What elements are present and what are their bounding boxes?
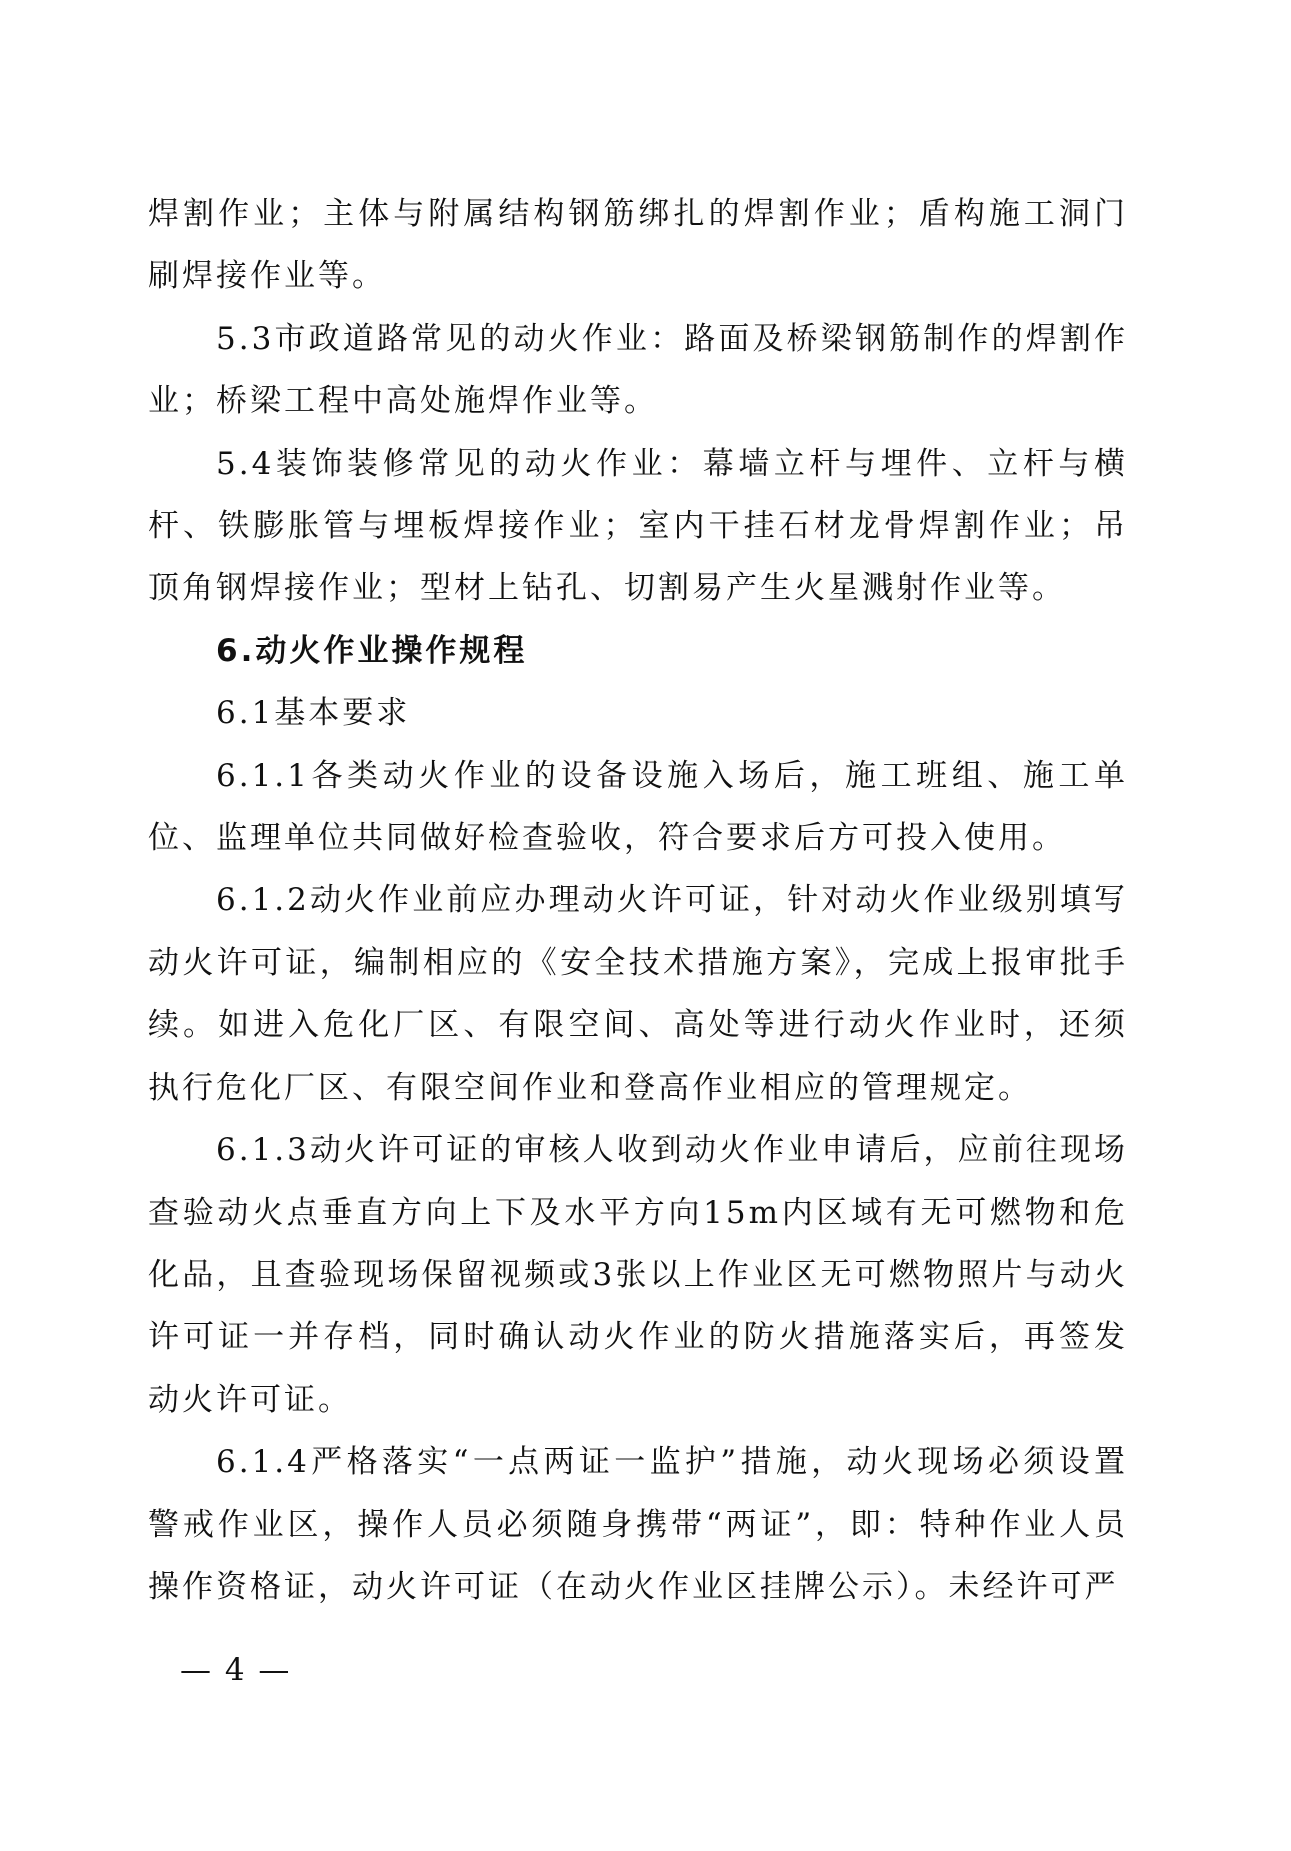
- paragraph-continuation: 焊割作业；主体与附属结构钢筋绑扎的焊割作业；盾构施工洞门刷焊接作业等。: [148, 196, 1128, 295]
- paragraph-6-1-1: 6.1.1各类动火作业的设备设施入场后，施工班组、施工单位、监理单位共同做好检查验收，符合要求后方可投入使用。: [148, 757, 1128, 857]
- section-heading-6: 6.动火作业操作规程: [216, 632, 528, 669]
- paragraph-6-1-2: 6.1.2动火作业前应办理动火许可证，针对动火作业级别填写动火许可证，编制相应的《安全技术措施方案》，完成上报审批手续。如进入危化厂区、有限空间、高处等进行动火作业时，还须执行危化厂区、有限空间作业和登高作业相应的管理规定。: [148, 882, 1128, 1106]
- paragraph-6-1-4: 6.1.4严格落实“一点两证一监护”措施，动火现场必须设置警戒作业区，操作人员必须随身携带“两证”，即：特种作业人员操作资格证，动火许可证（在动火作业区挂牌公示）。未经许可严: [148, 1444, 1128, 1605]
- paragraph-5-3: 5.3市政道路常见的动火作业：路面及桥梁钢筋制作的焊割作业；桥梁工程中高处施焊作业等。: [148, 320, 1128, 420]
- subsection-heading-6-1: 6.1基本要求: [216, 695, 411, 732]
- page-number: — 4 —: [180, 1652, 292, 1688]
- paragraph-5-4: 5.4装饰装修常见的动火作业：幕墙立杆与埋件、立杆与横杆、铁膨胀管与埋板焊接作业；室内干挂石材龙骨焊割作业；吊顶角钢焊接作业；型材上钻孔、切割易产生火星溅射作业等。: [148, 445, 1128, 607]
- paragraph-6-1-3: 6.1.3动火许可证的审核人收到动火作业申请后，应前往现场查验动火点垂直方向上下及水平方向15m内区域有无可燃物和危化品，且查验现场保留视频或3张以上作业区无可燃物照片与动火许可证一并存档，同时确认动火作业的防火措施落实后，再签发动火许可证。: [148, 1132, 1128, 1418]
- document-body: [148, 183, 1128, 1618]
